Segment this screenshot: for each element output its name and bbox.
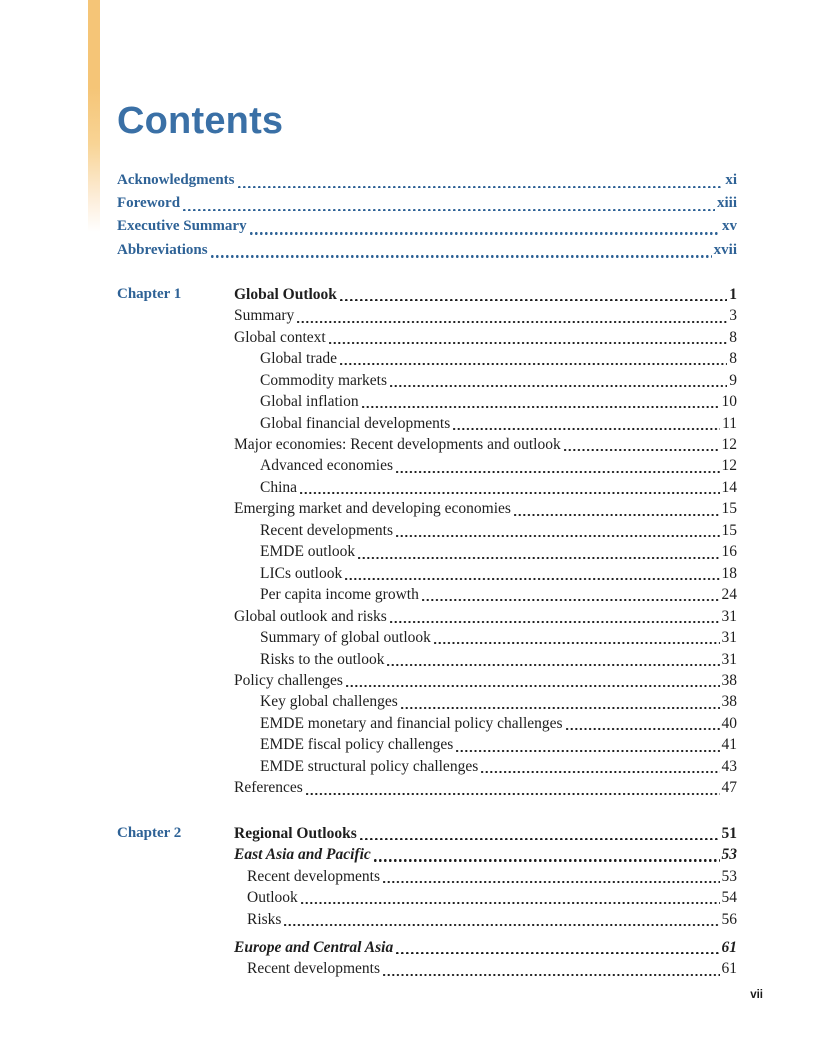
toc-entry-page: 31	[721, 607, 737, 625]
toc-entry-page: 41	[721, 736, 737, 754]
chapter-block	[117, 284, 737, 799]
toc-entry-label: Summary	[234, 307, 295, 325]
toc-entry-label: Emerging market and developing economies	[234, 500, 511, 518]
chapter-entries	[234, 284, 737, 799]
toc-entry[interactable]	[234, 627, 737, 648]
toc-entry-page: xv	[722, 218, 737, 235]
toc-entry[interactable]	[234, 958, 737, 979]
dot-leader	[250, 232, 720, 235]
chapter-label: Chapter 2	[117, 824, 182, 841]
toc-entry-label: East Asia and Pacific	[234, 846, 371, 864]
toc-entry-page: 1	[729, 285, 737, 303]
dot-leader	[383, 974, 720, 976]
toc-entry[interactable]	[234, 327, 737, 348]
toc-entry-page: 38	[721, 693, 737, 711]
toc-entry[interactable]	[234, 909, 737, 930]
toc-entry-label: EMDE outlook	[260, 543, 356, 561]
dot-leader	[301, 902, 720, 904]
dot-leader	[453, 428, 720, 430]
toc-entry-label: Advanced economies	[260, 457, 393, 475]
toc-entry-label: China	[260, 478, 298, 496]
toc-entry-label: Global Outlook	[234, 285, 337, 303]
dot-leader	[396, 535, 720, 537]
dot-leader	[564, 449, 720, 451]
toc-entry-page: 43	[721, 757, 737, 775]
toc-entry[interactable]	[234, 520, 737, 541]
toc-entry-page: 56	[721, 910, 737, 928]
dot-leader	[329, 342, 728, 344]
toc-entry-page: xvii	[713, 241, 737, 258]
dot-leader	[297, 321, 727, 323]
dot-leader	[390, 385, 727, 387]
dot-leader	[514, 514, 720, 516]
chapter-label: Chapter 1	[117, 285, 182, 302]
toc-entry-label: Policy challenges	[234, 671, 343, 689]
toc-entry[interactable]	[234, 691, 737, 712]
toc-entry[interactable]	[234, 713, 737, 734]
toc-entry[interactable]	[234, 391, 737, 412]
toc-entry-label: Global inflation	[260, 393, 359, 411]
toc-entry-label: EMDE structural policy challenges	[260, 757, 479, 775]
left-accent-bar	[88, 0, 100, 232]
toc-entry-label: Global context	[234, 328, 326, 346]
dot-leader	[422, 599, 720, 601]
toc-entry-label: Recent developments	[260, 521, 393, 539]
toc-entry-label: Key global challenges	[260, 693, 398, 711]
toc-entry-label: Risks	[247, 910, 282, 928]
toc-entry[interactable]	[234, 823, 737, 844]
toc-entry-page: xi	[725, 172, 737, 188]
toc-entry[interactable]	[234, 284, 737, 305]
dot-leader	[300, 492, 719, 494]
toc-entry[interactable]	[234, 348, 737, 369]
toc-entry[interactable]	[234, 413, 737, 434]
dot-leader	[358, 557, 719, 559]
toc-entry-page: 24	[721, 586, 737, 604]
dot-leader	[183, 209, 715, 212]
toc-entry[interactable]	[234, 734, 737, 755]
dot-leader	[374, 859, 720, 862]
toc-entry-label: Recent developments	[247, 867, 380, 885]
toc-entry[interactable]	[234, 455, 737, 476]
dot-leader	[396, 952, 719, 955]
dot-leader	[284, 924, 719, 926]
toc-entry[interactable]	[117, 239, 737, 262]
dot-leader	[566, 728, 720, 730]
page-title: Contents	[117, 100, 284, 142]
dot-leader	[362, 406, 720, 408]
toc-entry-page: 18	[721, 564, 737, 582]
toc-entry[interactable]	[234, 670, 737, 691]
dot-leader	[401, 707, 720, 709]
dot-leader	[306, 793, 720, 795]
toc-entry-page: 12	[721, 435, 737, 453]
toc-entry-label: References	[234, 779, 303, 797]
toc-entry-label: Regional Outlooks	[234, 824, 357, 842]
chapter-entries	[234, 823, 737, 980]
toc-entry-page: 38	[721, 671, 737, 689]
toc-entry-label: Acknowledgments	[117, 172, 235, 188]
toc-entry-label: Major economies: Recent developments and outlook	[234, 435, 561, 453]
toc-entry-label: Per capita income growth	[260, 586, 419, 604]
toc-entry[interactable]	[234, 498, 737, 519]
dot-leader	[340, 299, 727, 302]
toc-entry[interactable]	[234, 477, 737, 498]
dot-leader	[434, 642, 720, 644]
toc-entry-page: 53	[721, 867, 737, 885]
toc-entry[interactable]	[234, 937, 737, 958]
dot-leader	[396, 471, 720, 473]
dot-leader	[345, 578, 719, 580]
dot-leader	[340, 363, 727, 365]
toc-entry-label: Global trade	[260, 350, 338, 368]
toc-entry-page: 12	[721, 457, 737, 475]
toc-entry[interactable]	[234, 370, 737, 391]
chapter-block	[117, 823, 737, 980]
toc-content	[117, 0, 737, 980]
toc-entry-page: 40	[721, 714, 737, 732]
toc-entry-label: LICs outlook	[260, 564, 343, 582]
toc-entry[interactable]	[234, 541, 737, 562]
dot-leader	[346, 685, 720, 687]
toc-entry[interactable]	[234, 866, 737, 887]
toc-entry[interactable]	[234, 563, 737, 584]
dot-leader	[238, 186, 724, 189]
toc-entry-page: 16	[721, 543, 737, 561]
toc-entry-page: 61	[721, 960, 737, 978]
toc-entry-page: 31	[721, 629, 737, 647]
toc-entry-label: Recent developments	[247, 960, 380, 978]
toc-entry[interactable]	[234, 584, 737, 605]
toc-entry-page: 8	[729, 328, 737, 346]
toc-entry-label: Risks to the outlook	[260, 650, 385, 668]
toc-entry[interactable]	[234, 649, 737, 670]
dot-leader	[456, 750, 719, 752]
chapters	[117, 284, 737, 980]
toc-entry-label: Global financial developments	[260, 414, 451, 432]
toc-entry-page: 15	[721, 500, 737, 518]
toc-entry-label: Summary of global outlook	[260, 629, 431, 647]
dot-leader	[383, 881, 720, 883]
toc-entry-page: 10	[721, 393, 737, 411]
dot-leader	[390, 621, 720, 623]
toc-entry-page: 61	[721, 938, 737, 956]
toc-entry-label: Outlook	[247, 889, 298, 907]
toc-entry-page: 47	[721, 779, 737, 797]
dot-leader	[387, 664, 719, 666]
toc-entry-page: 8	[729, 350, 737, 368]
toc-entry-page: 14	[721, 478, 737, 496]
toc-entry-page: 53	[721, 846, 737, 864]
toc-entry-label: EMDE monetary and financial policy challenges	[260, 714, 563, 732]
toc-entry[interactable]	[234, 434, 737, 455]
dot-leader	[360, 838, 720, 841]
toc-entry-page: 15	[721, 521, 737, 539]
toc-entry[interactable]	[234, 887, 737, 908]
toc-entry-label: Commodity markets	[260, 371, 388, 389]
toc-entry[interactable]	[234, 756, 737, 777]
toc-entry-page: 51	[721, 824, 737, 842]
toc-entry-page: 54	[721, 889, 737, 907]
dot-leader	[481, 771, 719, 773]
toc-entry-label: Europe and Central Asia	[234, 938, 394, 956]
toc-entry-label: Executive Summary	[117, 218, 247, 235]
toc-entry-label: EMDE fiscal policy challenges	[260, 736, 454, 754]
toc-entry[interactable]	[117, 215, 737, 238]
dot-leader	[211, 255, 712, 258]
toc-entry[interactable]	[234, 305, 737, 326]
toc-entry-page: 3	[729, 307, 737, 325]
toc-entry[interactable]	[117, 192, 737, 215]
toc-entry[interactable]	[117, 169, 737, 192]
toc-entry-label: Abbreviations	[117, 241, 208, 258]
toc-entry-page: 11	[722, 414, 737, 432]
folio-page-number: vii	[750, 989, 763, 1001]
toc-entry-label: Global outlook and risks	[234, 607, 387, 625]
toc-entry[interactable]	[234, 606, 737, 627]
toc-entry-page: 31	[721, 650, 737, 668]
toc-entry-label: Foreword	[117, 195, 181, 212]
front-matter-list	[117, 169, 737, 262]
toc-entry[interactable]	[234, 844, 737, 865]
toc-entry-page: xiii	[716, 195, 737, 212]
toc-entry[interactable]	[234, 777, 737, 798]
toc-entry-page: 9	[729, 371, 737, 389]
